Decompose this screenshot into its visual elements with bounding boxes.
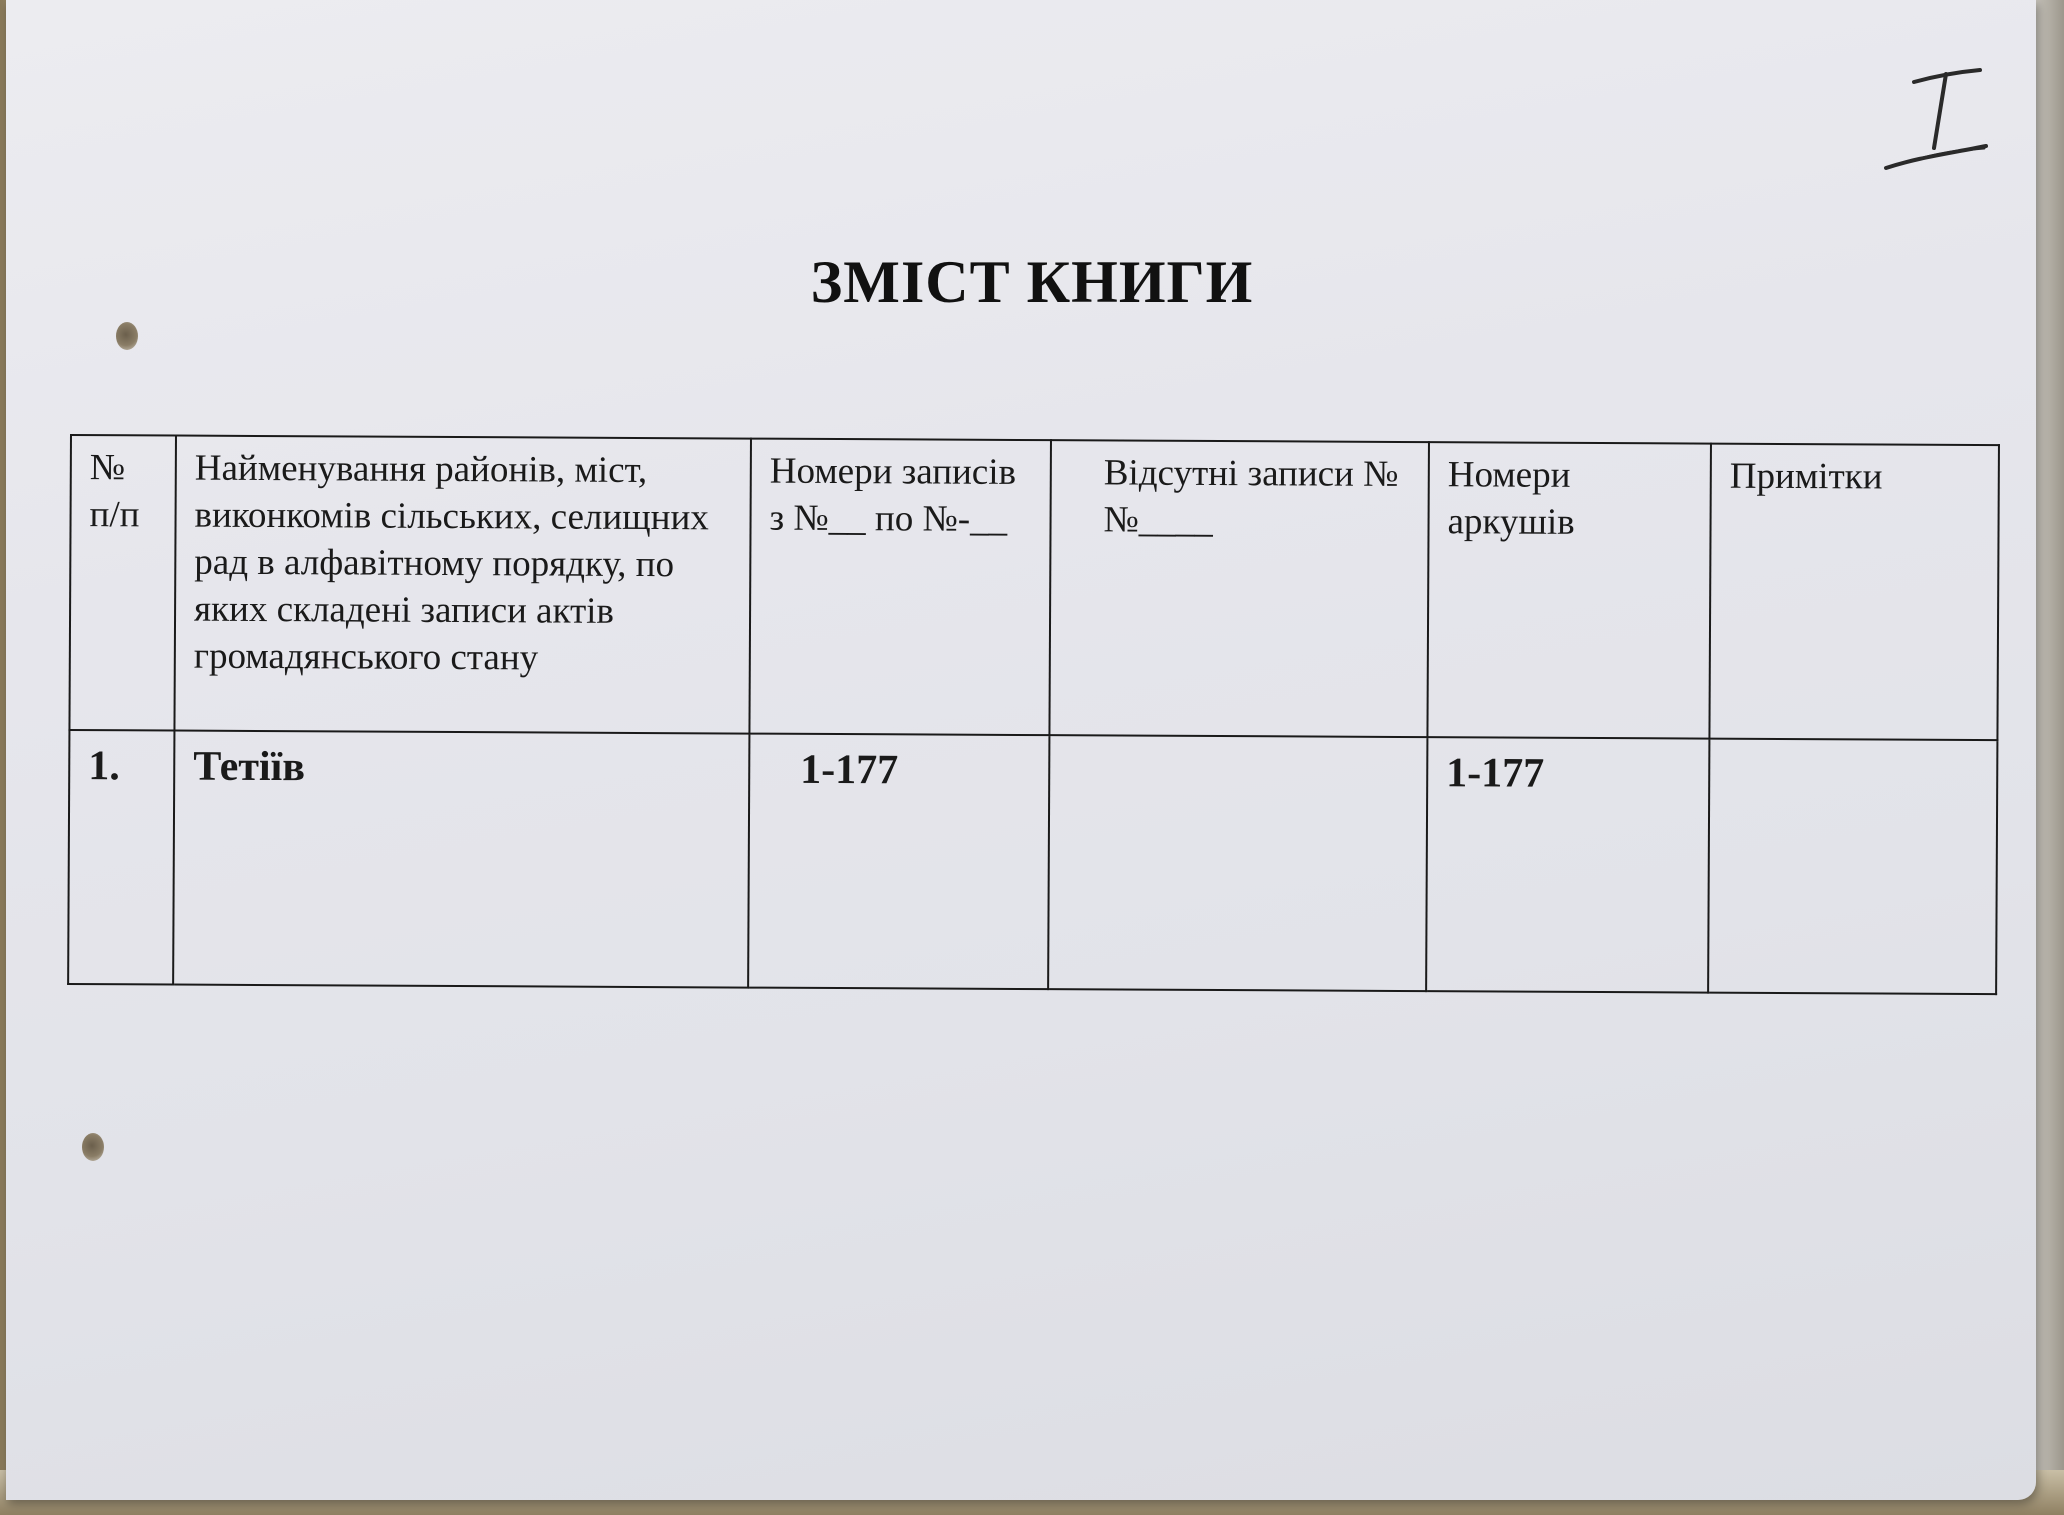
header-name: Найменування районів, міст, виконкомів сільських, селищних рад в алфавітному порядку, по яких складені записи актів громадянського стану [174,436,751,734]
header-missing-records: Відсутні записи №№____ [1049,440,1429,737]
punch-hole-top [116,322,138,350]
row-notes [1708,739,1997,995]
punch-hole-bottom [82,1133,104,1161]
row-name: Тетіїв [173,731,749,988]
page-title: ЗМІСТ КНИГИ [810,249,1254,315]
table-header-row [69,435,1999,740]
row-missing-records [1048,735,1427,991]
header-sheet-numbers: Номери аркушів [1427,442,1711,738]
header-notes: Примітки [1709,444,1999,741]
handwritten-folio-mark [1876,60,1996,180]
row-record-numbers: 1-177 [748,734,1049,990]
header-number: № п/п [69,435,176,731]
header-record-numbers: Номери записів з №__ по №-__ [749,439,1051,736]
row-number: 1. [68,730,174,985]
contents-table [67,434,2000,995]
row-sheet-numbers: 1-177 [1426,737,1709,992]
table-row [68,730,1997,994]
